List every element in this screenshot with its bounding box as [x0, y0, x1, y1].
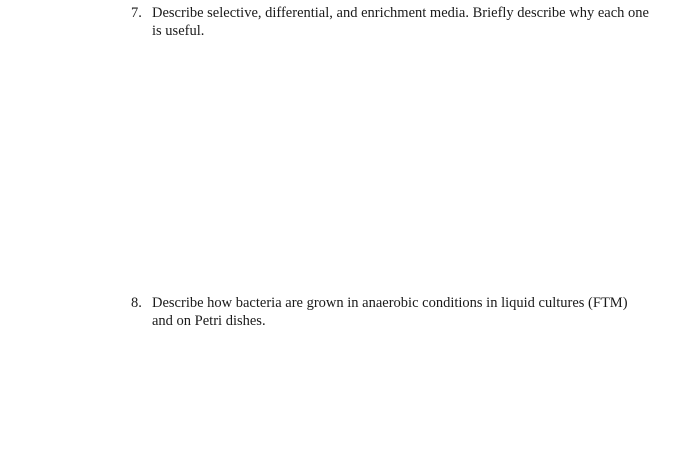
question-7: [131, 4, 651, 40]
question-7-text: Describe selective, differential, and enrichment media. Briefly describe why each one is useful.: [152, 5, 649, 39]
question-8-number: 8.: [131, 295, 142, 311]
question-8: [131, 294, 651, 330]
question-8-text: Describe how bacteria are grown in anaerobic conditions in liquid cultures (FTM) and on Petri dishes.: [152, 295, 628, 329]
question-7-number: 7.: [131, 5, 142, 21]
